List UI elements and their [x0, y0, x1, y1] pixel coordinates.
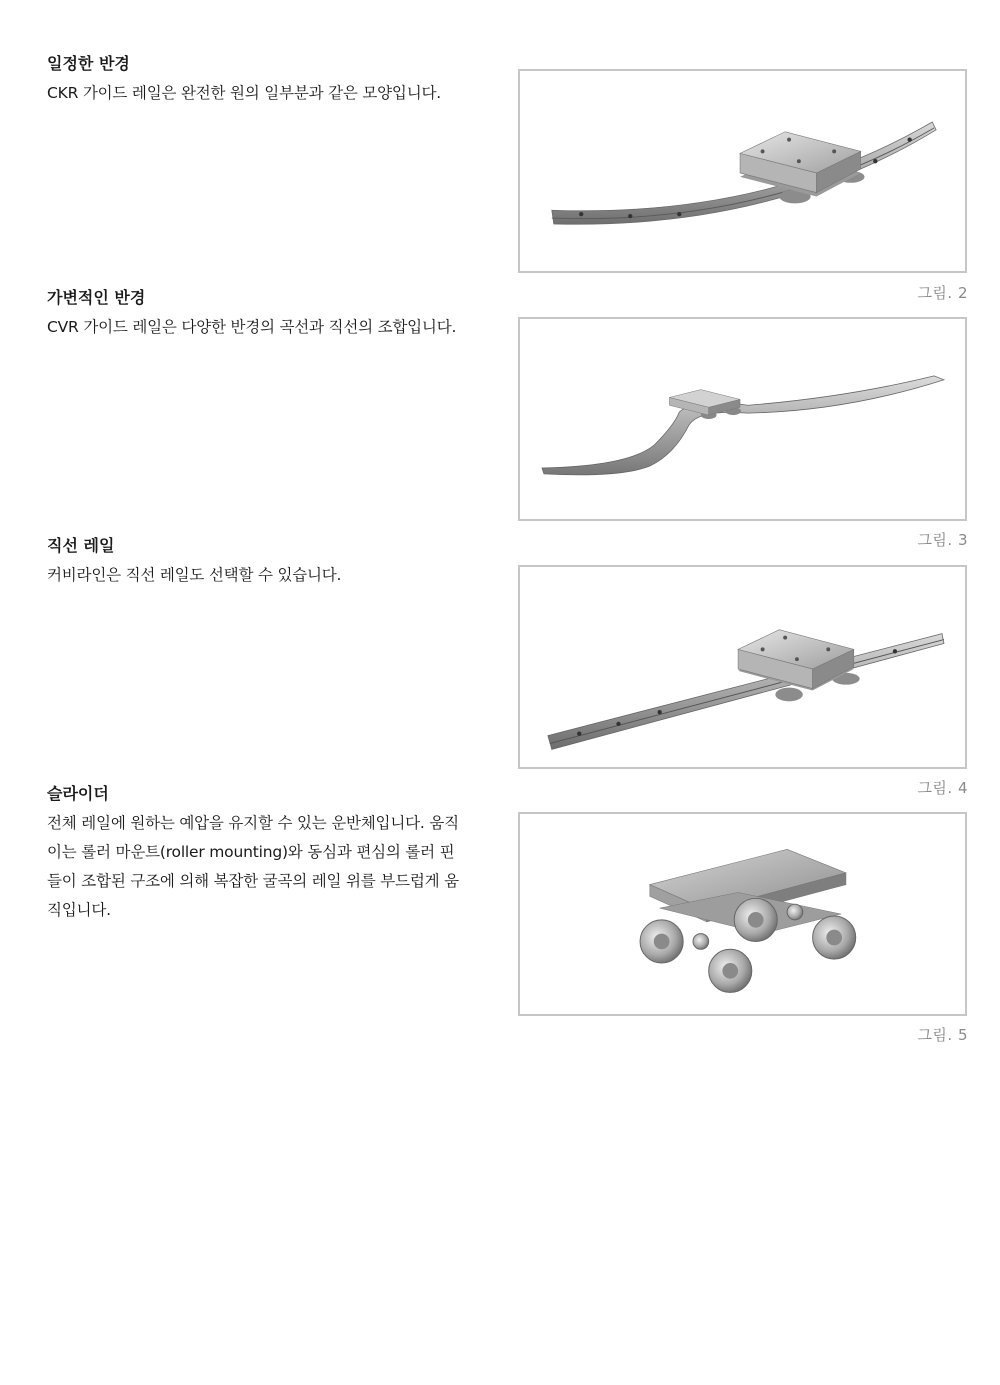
section-text: 커비라인은 직선 레일도 선택할 수 있습니다. — [47, 566, 342, 584]
variable-radius-rail-illustration — [520, 319, 965, 519]
section-heading: 슬라이더 — [47, 784, 109, 803]
figure-4-image — [518, 565, 967, 769]
text-line: 들이 조합된 구조에 의해 복잡한 굴곡의 레일 위를 부드럽게 움 — [47, 872, 459, 890]
section-text — [47, 809, 502, 925]
curved-rail-illustration — [520, 71, 965, 271]
figure-3-caption: 그림. 3 — [917, 531, 968, 549]
section-heading: 직선 레일 — [47, 536, 115, 555]
section-heading: 일정한 반경 — [47, 54, 130, 73]
section-text: CVR 가이드 레일은 다양한 반경의 곡선과 직선의 조합입니다. — [47, 318, 457, 336]
figure-5-image — [518, 812, 967, 1016]
text-line: 직입니다. — [47, 901, 111, 919]
text-line: 이는 롤러 마운트(roller mounting)와 동심과 편심의 롤러 핀 — [47, 843, 455, 861]
section-slider — [47, 782, 502, 925]
straight-rail-illustration — [520, 567, 965, 767]
section-text: CKR 가이드 레일은 완전한 원의 일부분과 같은 모양입니다. — [47, 84, 441, 102]
section-heading: 가변적인 반경 — [47, 288, 146, 307]
section-variable-radius — [47, 286, 502, 342]
text-line: 전체 레일에 원하는 예압을 유지할 수 있는 운반체입니다. 움직 — [47, 814, 459, 832]
section-constant-radius — [47, 52, 502, 108]
figure-2-image — [518, 69, 967, 273]
figure-3-image — [518, 317, 967, 521]
figure-4-caption: 그림. 4 — [917, 779, 968, 797]
figure-2-caption: 그림. 2 — [917, 284, 968, 302]
slider-illustration — [520, 814, 965, 1014]
figure-5-caption: 그림. 5 — [917, 1026, 968, 1044]
section-straight-rail — [47, 534, 502, 590]
